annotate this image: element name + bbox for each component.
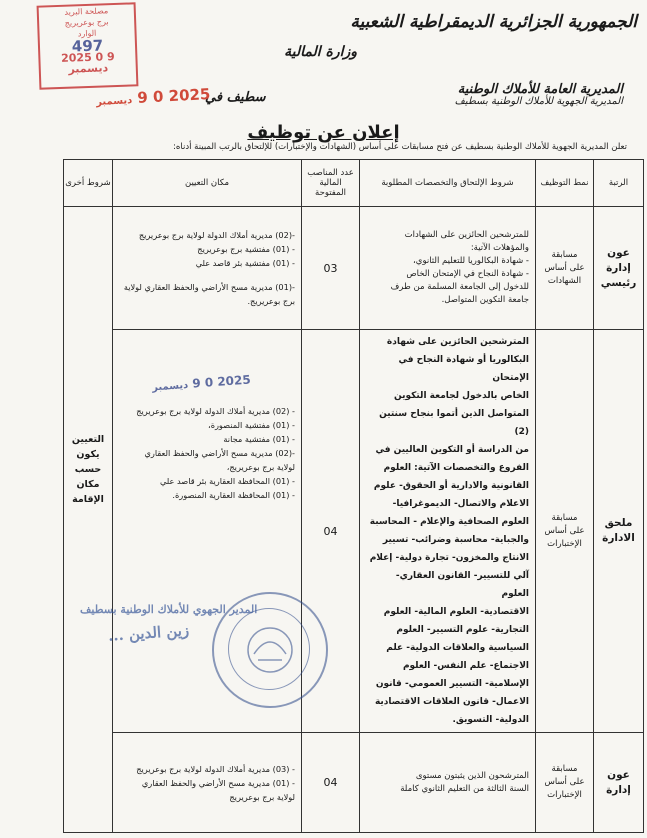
row1-place-l5: -(01) مديرية مسح الأراضي والحفظ العقاري لولاية [123, 282, 295, 292]
row2-mode-l3: الإختبارات [547, 538, 582, 549]
row2-conditions [360, 330, 536, 733]
ministry-heading: وزارة المالية [284, 44, 357, 60]
row1-grade-l3: رئيسي [600, 276, 637, 289]
row2-mode [536, 330, 594, 733]
row2-cond-l7: القانونية والادارية أو الحقوق- علوم [373, 481, 529, 491]
row2-place-l7: - (01) المحافظة العقارية المنصورة. [172, 490, 295, 500]
row1-place-l2: - (01) مفتشية برج بوعريريج [197, 244, 295, 254]
row2-cond-l12: آلي للتسيير- القانون العقاري- العلوم [395, 571, 529, 599]
table-header-row [64, 160, 644, 207]
row2-mode-l2: على أساس [544, 525, 585, 536]
row3-mode-l2: على أساس [544, 777, 585, 787]
header-grade: الرتبة [594, 160, 644, 207]
row1-place-l6: برج بوعريريج. [247, 296, 295, 306]
row2-cond-l6: الفروع والتخصصات الآتية: العلوم [383, 463, 529, 473]
row2-cond-l4: المتواصل الذين أتموا بنجاح سنتين (2) [379, 409, 529, 437]
row2-cond-l17: الإسلامية- التسيير العمومي- قانون [375, 679, 529, 689]
row3-grade-l1: عون [607, 768, 630, 781]
row1-mode-l3: الشهادات [547, 275, 582, 286]
row1-grade-l1: عون [607, 246, 630, 259]
row2-grade [594, 330, 644, 733]
row2-place-l3: - (01) مفتشية مجانة [223, 434, 295, 444]
date-stamp-year: 2025 [168, 85, 211, 106]
row1-cond-l1: للمترشحين الحائزين على الشهادات [404, 230, 529, 240]
row2-place-l1: - (02) مديرية أملاك الدولة لولاية برج بوعريريج [136, 406, 295, 416]
row1-cond-l2: والمؤهلات الآتية: [470, 243, 529, 253]
table-row [64, 330, 644, 733]
other-l2: يكون [76, 449, 100, 461]
row3-grade [594, 733, 644, 833]
announcement-title: إعلان عن توظيف [247, 122, 400, 143]
row2-cond-l19: الدولية- التسويق. [452, 715, 529, 725]
place-date-prefix: سطيف في [205, 90, 266, 105]
row2-posts: 04 [302, 330, 360, 733]
registry-stamp-line2: برج بوعريريج [64, 17, 109, 28]
header-place: مكان التعيين [113, 160, 302, 207]
row3-place [113, 733, 302, 833]
row2-cond-l10: والجباية- محاسبة وضرائب- تسيير [382, 535, 529, 545]
mid-date-month: ديسمبر [151, 379, 189, 394]
row1-place-l3: - (01) مفتشية بئر قاصد علي [195, 258, 295, 268]
row2-cond-l1: المترشحين الحائزين على شهادة [386, 337, 529, 347]
row2-place-l4: -(02) مديرية مسح الأراضي والحفظ العقاري [144, 448, 295, 458]
header-other: شروط أخرى [64, 160, 113, 207]
announcement-intro: تعلن المديرية الجهوية للأملاك الوطنية بسطيف عن فتح مسابقات على أساس (الشهادات والإختبارات) للإلتحاق بالرتب المبينة أدناه: [173, 142, 627, 152]
row3-place-l2: - (01) مديرية مسح الأراضي والحفظ العقاري [141, 777, 295, 788]
header-posts: عدد المناصب المالية المفتوحة [302, 160, 360, 207]
row1-cond-l5: للدخول إلى الجامعة المسلمة من طرف [390, 282, 529, 292]
row1-place [113, 207, 302, 330]
table-row [64, 733, 644, 833]
row3-cond-l1: المترشحون الذين يثبتون مستوى [415, 770, 529, 781]
row3-mode-l3: الإختبارات [547, 790, 582, 800]
registry-stamp-line1: مصلحة البريد [64, 6, 109, 17]
row2-cond-l18: الاعمال- قانون العلاقات الاقتصادية [374, 697, 529, 707]
row1-cond-l4: - شهادة النجاح في الإمتحان الخاص [406, 269, 529, 279]
row1-mode-l1: مسابقة [551, 249, 578, 260]
row1-grade [594, 207, 644, 330]
registry-date: 2025 0 9 ديسمبر [60, 50, 115, 76]
registry-stamp [37, 2, 139, 89]
other-l4: مكان [76, 479, 100, 491]
republic-heading: الجمهورية الجزائرية الديمقراطية الشعبية [350, 12, 637, 32]
row2-cond-l8: الاعلام والاتصال- الديموغرافيا- [392, 499, 529, 509]
signature-title: المدير الجهوي للأملاك الوطنية بسطيف [80, 603, 258, 616]
date-stamp [96, 85, 211, 109]
other-l3: حسب [74, 464, 102, 476]
date-stamp-day: 0 9 [136, 87, 164, 107]
row3-place-l1: - (03) مديرية أملاك الدولة لولاية برج بوعريريج [136, 763, 295, 774]
mid-date-year: 2025 [216, 372, 252, 389]
row2-cond-l9: العلوم الصحافية والإعلام - المحاسبة [369, 517, 529, 527]
row2-cond-l15: السياسية والعلاقات الدولية- علم [386, 643, 529, 653]
other-l5: الإقامة [72, 494, 104, 506]
header-conditions: شروط الإلتحاق والتخصصات المطلوبة [360, 160, 536, 207]
row3-mode [536, 733, 594, 833]
registry-number: 497 [71, 36, 104, 56]
registry-stamp-line3: الوارد [77, 28, 97, 39]
directorate-regional: المديرية الجهوية للأملاك الوطنية بسطيف [454, 96, 623, 107]
mid-date-day: 0 9 [191, 375, 214, 391]
row1-cond-l6: جامعة التكوين المتواصل. [441, 295, 529, 305]
table-row [64, 207, 644, 330]
row2-cond-l11: الانتاج والمخزون- تجارة دولية- إعلام [369, 553, 529, 563]
row3-conditions [360, 733, 536, 833]
row1-posts: 03 [302, 207, 360, 330]
row2-place-l2: - (01) مفتشية المنصورة، [208, 420, 295, 430]
row1-mode-l2: على أساس [544, 262, 585, 273]
row1-conditions [360, 207, 536, 330]
signature-name: زين الدين ... [107, 621, 190, 645]
row3-place-l3: لولاية برج بوعريريج [229, 791, 295, 802]
header-mode: نمط التوظيف [536, 160, 594, 207]
row2-place-l5: لولاية برج بوعريريج، [226, 462, 295, 472]
row1-cond-l3: - شهادة البكالوريا للتعليم الثانوي، [413, 256, 529, 266]
row2-mode-l1: مسابقة [551, 512, 578, 523]
date-stamp-month: ديسمبر [95, 95, 133, 108]
row2-cond-l2: البكالوريا أو شهادة النجاح في الإمتحان [398, 355, 529, 383]
row3-other [64, 733, 113, 833]
other-conditions [64, 207, 113, 733]
row3-mode-l1: مسابقة [551, 764, 578, 774]
row2-grade-l2: الادارة [602, 532, 635, 544]
row2-cond-l3: الخاص بالدخول لجامعة التكوين [394, 391, 529, 401]
other-l1: التعيين [71, 434, 105, 446]
row2-place-l6: - (01) المحافظة العقارية بئر قاصد علي [159, 476, 295, 486]
row2-grade-l1: ملحق [604, 517, 633, 529]
row3-grade-l2: إدارة [606, 783, 631, 796]
row1-mode [536, 207, 594, 330]
row3-posts: 04 [302, 733, 360, 833]
row3-cond-l2: السنة الثالثة من التعليم الثانوي كاملة [400, 783, 529, 794]
row2-cond-l14: التجارية- علوم التسيير- العلوم [396, 625, 529, 635]
directorate-general: المديرية العامة للأملاك الوطنية [457, 82, 623, 97]
row2-cond-l16: الاجتماع- علم النفس- العلوم [402, 661, 529, 671]
recruitment-table [63, 159, 644, 833]
row1-place-gap [119, 270, 295, 280]
row2-cond-l13: الاقتصادية- العلوم المالية- العلوم [383, 607, 529, 617]
row2-cond-l5: من الدراسة أو التكوين العاليين في [375, 445, 529, 455]
row1-grade-l2: إدارة [606, 261, 631, 274]
row1-place-l1: -(02) مديرية أملاك الدولة لولاية برج بوعريريج [138, 230, 295, 240]
